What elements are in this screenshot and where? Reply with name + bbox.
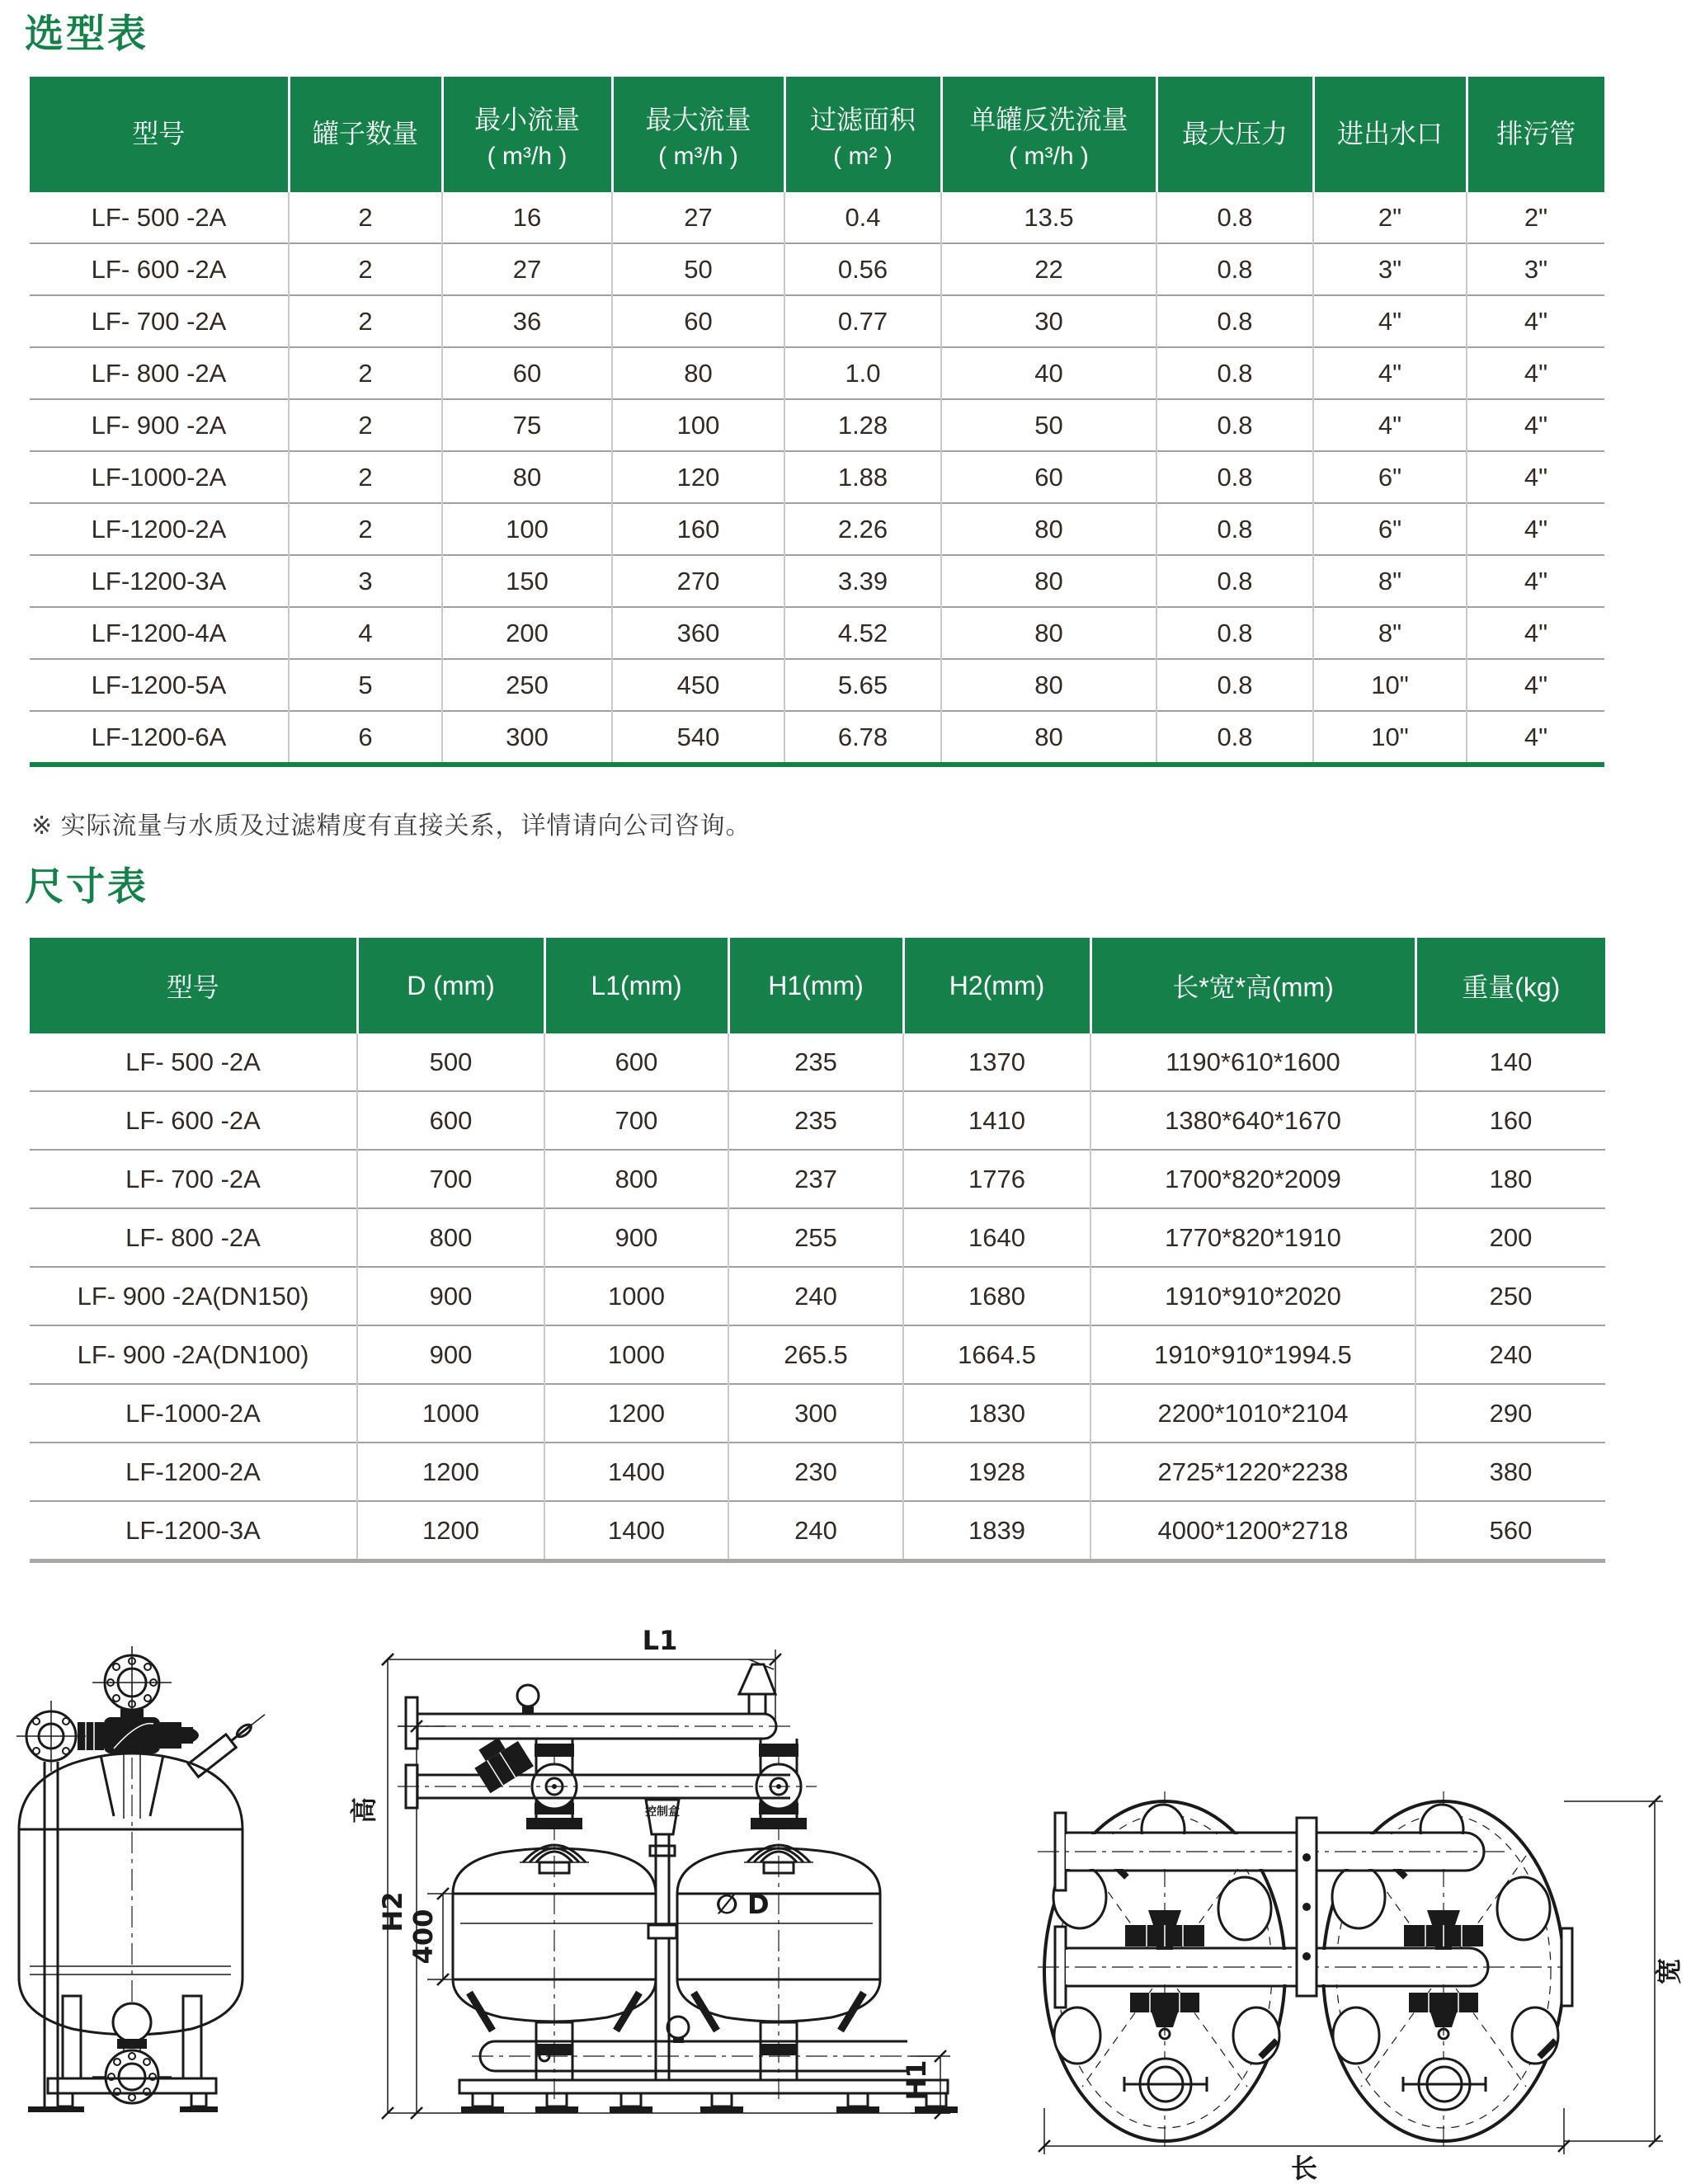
table-cell: 900 bbox=[357, 1325, 544, 1384]
table-cell: LF-1200-2A bbox=[30, 503, 289, 555]
table-cell: 0.8 bbox=[1156, 399, 1313, 451]
table-cell: 0.8 bbox=[1156, 555, 1313, 607]
header-unit: ( m³/h ) bbox=[487, 142, 568, 170]
column-header: 型号 bbox=[30, 938, 357, 1033]
table-cell: 50 bbox=[612, 243, 784, 295]
table-cell: 200 bbox=[1415, 1208, 1605, 1267]
table-cell: 1200 bbox=[357, 1443, 544, 1501]
table-cell: 230 bbox=[728, 1443, 903, 1501]
table-cell: 8" bbox=[1313, 607, 1467, 659]
table-cell: 0.8 bbox=[1156, 607, 1313, 659]
table-cell: 1640 bbox=[903, 1208, 1090, 1267]
table-cell: 300 bbox=[442, 711, 612, 765]
table-cell: 2.26 bbox=[784, 503, 941, 555]
table-cell: 300 bbox=[728, 1384, 903, 1443]
table-cell: 1910*910*1994.5 bbox=[1090, 1325, 1415, 1384]
header-label: 过滤面积 bbox=[809, 104, 916, 134]
table-cell: 240 bbox=[728, 1501, 903, 1561]
table-cell: 4000*1200*2718 bbox=[1090, 1501, 1415, 1561]
table-cell: 360 bbox=[612, 607, 784, 659]
table-cell: 235 bbox=[728, 1091, 903, 1150]
table-cell: 100 bbox=[442, 503, 612, 555]
table-cell: 250 bbox=[1415, 1267, 1605, 1325]
table-cell: 60 bbox=[941, 451, 1156, 503]
table-cell: 80 bbox=[941, 711, 1156, 765]
header-label: 单罐反洗流量 bbox=[969, 104, 1128, 134]
table-cell: 10" bbox=[1313, 711, 1467, 765]
table-cell: 16 bbox=[442, 192, 612, 243]
table-row bbox=[30, 555, 1604, 607]
table-cell: 13.5 bbox=[941, 192, 1156, 243]
column-header: L1(mm) bbox=[544, 938, 728, 1033]
table-cell: 4 bbox=[289, 607, 442, 659]
table-cell: 0.56 bbox=[784, 243, 941, 295]
technical-drawings bbox=[0, 1600, 1691, 2184]
table-row bbox=[30, 503, 1604, 555]
table-row bbox=[30, 1208, 1605, 1267]
table-cell: LF- 600 -2A bbox=[30, 1091, 357, 1150]
column-header bbox=[941, 77, 1156, 192]
table-cell: 150 bbox=[442, 555, 612, 607]
table-cell: 80 bbox=[941, 555, 1156, 607]
table-row bbox=[30, 192, 1604, 243]
table-row bbox=[30, 347, 1604, 399]
table-cell: LF-1000-2A bbox=[30, 451, 289, 503]
table-cell: 0.8 bbox=[1156, 711, 1313, 765]
table-cell: 140 bbox=[1415, 1033, 1605, 1091]
table-row bbox=[30, 1443, 1605, 1501]
column-header bbox=[442, 77, 612, 192]
table-cell: 1000 bbox=[544, 1325, 728, 1384]
table-cell: 1190*610*1600 bbox=[1090, 1033, 1415, 1091]
table-row bbox=[30, 295, 1604, 347]
table-cell: 1776 bbox=[903, 1150, 1090, 1208]
control-box-label: 控制盒 bbox=[645, 1805, 680, 1819]
header-label: 进出水口 bbox=[1336, 118, 1443, 148]
table-cell: 0.8 bbox=[1156, 451, 1313, 503]
table-cell: 1200 bbox=[544, 1384, 728, 1443]
table-row bbox=[30, 399, 1604, 451]
twin-tank-front-view-drawing bbox=[348, 1625, 958, 2119]
table-cell: 100 bbox=[612, 399, 784, 451]
table-cell: 240 bbox=[728, 1267, 903, 1325]
table-cell: 80 bbox=[941, 503, 1156, 555]
column-header bbox=[30, 77, 289, 192]
column-header bbox=[612, 77, 784, 192]
table-cell: 60 bbox=[612, 295, 784, 347]
table-row bbox=[30, 711, 1604, 765]
table-row bbox=[30, 1033, 1605, 1091]
table-row bbox=[30, 1501, 1605, 1561]
table-cell: 30 bbox=[941, 295, 1156, 347]
table-row bbox=[30, 1325, 1605, 1384]
h2-dimension-label: H2 bbox=[377, 1891, 408, 1932]
table-cell: LF- 700 -2A bbox=[30, 295, 289, 347]
footnote: ※ 实际流量与水质及过滤精度有直接关系，详情请向公司咨询。 bbox=[31, 812, 751, 840]
table-cell: LF-1200-2A bbox=[30, 1443, 357, 1501]
table-cell: 4" bbox=[1467, 451, 1604, 503]
table-cell: 4" bbox=[1467, 659, 1604, 711]
header-unit: ( m³/h ) bbox=[1009, 142, 1089, 170]
table-cell: 2 bbox=[289, 295, 442, 347]
table-cell: 1.0 bbox=[784, 347, 941, 399]
table-cell: 6" bbox=[1313, 451, 1467, 503]
table-cell: 2 bbox=[289, 503, 442, 555]
table-cell: 80 bbox=[941, 607, 1156, 659]
length-dimension-label: 长 bbox=[1290, 2153, 1318, 2184]
column-header bbox=[1467, 77, 1604, 192]
width-dimension-label: 宽 bbox=[1653, 1957, 1684, 1985]
table-cell: 235 bbox=[728, 1033, 903, 1091]
table-cell: 6.78 bbox=[784, 711, 941, 765]
table-cell: 5 bbox=[289, 659, 442, 711]
h1-dimension-label: H1 bbox=[901, 2059, 932, 2101]
table-cell: LF- 500 -2A bbox=[30, 1033, 357, 1091]
table-cell: 200 bbox=[442, 607, 612, 659]
table-cell: 1664.5 bbox=[903, 1325, 1090, 1384]
diameter-dimension-label: ∅ D bbox=[715, 1889, 770, 1920]
table-cell: 40 bbox=[941, 347, 1156, 399]
table-cell: 180 bbox=[1415, 1150, 1605, 1208]
table-cell: 120 bbox=[612, 451, 784, 503]
column-header: 长*宽*高(mm) bbox=[1090, 938, 1415, 1033]
table-cell: 3" bbox=[1467, 243, 1604, 295]
table-cell: 4" bbox=[1467, 503, 1604, 555]
header-label: 型号 bbox=[132, 118, 186, 148]
table-cell: 450 bbox=[612, 659, 784, 711]
selection-header-row bbox=[30, 77, 1604, 192]
table-cell: 2 bbox=[289, 451, 442, 503]
selection-table bbox=[30, 77, 1604, 767]
table-cell: LF- 500 -2A bbox=[30, 192, 289, 243]
l1-dimension-label: L1 bbox=[642, 1625, 678, 1656]
table-cell: 22 bbox=[941, 243, 1156, 295]
table-cell: 237 bbox=[728, 1150, 903, 1208]
table-cell: 600 bbox=[357, 1091, 544, 1150]
table-cell: LF- 700 -2A bbox=[30, 1150, 357, 1208]
d400-dimension-label: 400 bbox=[407, 1909, 439, 1965]
table-cell: 800 bbox=[357, 1208, 544, 1267]
table-cell: 4" bbox=[1467, 295, 1604, 347]
base-feet bbox=[461, 2093, 958, 2113]
table-cell: 0.8 bbox=[1156, 243, 1313, 295]
table-cell: 80 bbox=[442, 451, 612, 503]
table-row bbox=[30, 451, 1604, 503]
column-header bbox=[289, 77, 442, 192]
table-cell: 80 bbox=[941, 659, 1156, 711]
table-cell: 4" bbox=[1467, 347, 1604, 399]
table-cell: 4" bbox=[1467, 711, 1604, 765]
table-cell: 800 bbox=[544, 1150, 728, 1208]
table-cell: 1410 bbox=[903, 1091, 1090, 1150]
column-header bbox=[1313, 77, 1467, 192]
table-cell: LF- 900 -2A bbox=[30, 399, 289, 451]
column-header: H2(mm) bbox=[903, 938, 1090, 1033]
table-row bbox=[30, 1150, 1605, 1208]
table-cell: 50 bbox=[941, 399, 1156, 451]
table-cell: 1400 bbox=[544, 1501, 728, 1561]
table-cell: LF-1000-2A bbox=[30, 1384, 357, 1443]
table-cell: LF- 900 -2A(DN100) bbox=[30, 1325, 357, 1384]
table-cell: LF- 600 -2A bbox=[30, 243, 289, 295]
column-header bbox=[1156, 77, 1313, 192]
column-header: 重量(kg) bbox=[1415, 938, 1605, 1033]
table-cell: LF-1200-3A bbox=[30, 1501, 357, 1561]
table-cell: 0.4 bbox=[784, 192, 941, 243]
table-cell: 2200*1010*2104 bbox=[1090, 1384, 1415, 1443]
table-cell: 4" bbox=[1313, 399, 1467, 451]
table-cell: 1.88 bbox=[784, 451, 941, 503]
table-cell: 2 bbox=[289, 399, 442, 451]
dimension-header-row bbox=[30, 938, 1605, 1033]
table-cell: 1200 bbox=[357, 1501, 544, 1561]
table-cell: 4" bbox=[1467, 607, 1604, 659]
table-cell: 240 bbox=[1415, 1325, 1605, 1384]
twin-tank-top-view-drawing bbox=[1038, 1791, 1684, 2184]
header-label: 最大压力 bbox=[1181, 118, 1288, 148]
dimension-table bbox=[30, 938, 1605, 1563]
table-cell: 0.8 bbox=[1156, 295, 1313, 347]
table-cell: LF-1200-4A bbox=[30, 607, 289, 659]
table-cell: 1400 bbox=[544, 1443, 728, 1501]
table-cell: 8" bbox=[1313, 555, 1467, 607]
table-row bbox=[30, 243, 1604, 295]
table-cell: 36 bbox=[442, 295, 612, 347]
column-header: D (mm) bbox=[357, 938, 544, 1033]
table-cell: 75 bbox=[442, 399, 612, 451]
table-cell: 2 bbox=[289, 243, 442, 295]
table-cell: 1700*820*2009 bbox=[1090, 1150, 1415, 1208]
table-cell: 1000 bbox=[544, 1267, 728, 1325]
table-cell: LF-1200-5A bbox=[30, 659, 289, 711]
table-cell: 4" bbox=[1467, 399, 1604, 451]
table-cell: LF-1200-3A bbox=[30, 555, 289, 607]
header-unit: ( m² ) bbox=[833, 142, 893, 170]
selection-table-body bbox=[30, 192, 1604, 765]
table-row bbox=[30, 1091, 1605, 1150]
table-cell: 2 bbox=[289, 347, 442, 399]
height-dimension-label: 高 bbox=[348, 1796, 379, 1824]
table-cell: 2 bbox=[289, 192, 442, 243]
table-cell: 560 bbox=[1415, 1501, 1605, 1561]
table-cell: 600 bbox=[544, 1033, 728, 1091]
table-cell: 1839 bbox=[903, 1501, 1090, 1561]
table-cell: LF- 900 -2A(DN150) bbox=[30, 1267, 357, 1325]
header-label: 最小流量 bbox=[473, 104, 580, 134]
table-cell: 3 bbox=[289, 555, 442, 607]
table-cell: 380 bbox=[1415, 1443, 1605, 1501]
header-unit: ( m³/h ) bbox=[658, 142, 738, 170]
table-cell: 2" bbox=[1467, 192, 1604, 243]
table-row bbox=[30, 1384, 1605, 1443]
table-cell: 1928 bbox=[903, 1443, 1090, 1501]
header-label: 排污管 bbox=[1496, 118, 1576, 148]
table-cell: LF-1200-6A bbox=[30, 711, 289, 765]
column-header: H1(mm) bbox=[728, 938, 903, 1033]
table-cell: 265.5 bbox=[728, 1325, 903, 1384]
table-cell: 10" bbox=[1313, 659, 1467, 711]
table-cell: 5.65 bbox=[784, 659, 941, 711]
table-cell: 3" bbox=[1313, 243, 1467, 295]
selection-table-title: 选型表 bbox=[25, 12, 148, 55]
table-cell: 6" bbox=[1313, 503, 1467, 555]
table-cell: 270 bbox=[612, 555, 784, 607]
table-cell: 2725*1220*2238 bbox=[1090, 1443, 1415, 1501]
table-cell: 160 bbox=[612, 503, 784, 555]
table-cell: 1910*910*2020 bbox=[1090, 1267, 1415, 1325]
table-cell: 1830 bbox=[903, 1384, 1090, 1443]
table-cell: 0.8 bbox=[1156, 503, 1313, 555]
table-cell: LF- 800 -2A bbox=[30, 1208, 357, 1267]
table-cell: 900 bbox=[544, 1208, 728, 1267]
table-cell: 4" bbox=[1313, 347, 1467, 399]
table-cell: 4" bbox=[1467, 555, 1604, 607]
single-tank-front-view-drawing bbox=[16, 1646, 270, 2112]
table-cell: 290 bbox=[1415, 1384, 1605, 1443]
table-cell: 3.39 bbox=[784, 555, 941, 607]
table-cell: 2" bbox=[1313, 192, 1467, 243]
table-row bbox=[30, 1267, 1605, 1325]
table-cell: 0.8 bbox=[1156, 659, 1313, 711]
header-label: 最大流量 bbox=[645, 104, 751, 134]
table-cell: 1370 bbox=[903, 1033, 1090, 1091]
table-cell: 1770*820*1910 bbox=[1090, 1208, 1415, 1267]
table-cell: 27 bbox=[612, 192, 784, 243]
table-cell: 1680 bbox=[903, 1267, 1090, 1325]
table-cell: 700 bbox=[544, 1091, 728, 1150]
table-cell: 27 bbox=[442, 243, 612, 295]
table-cell: 6 bbox=[289, 711, 442, 765]
table-cell: 1380*640*1670 bbox=[1090, 1091, 1415, 1150]
table-cell: 700 bbox=[357, 1150, 544, 1208]
table-cell: 4.52 bbox=[784, 607, 941, 659]
table-cell: 500 bbox=[357, 1033, 544, 1091]
table-row bbox=[30, 607, 1604, 659]
dimension-table-body bbox=[30, 1033, 1605, 1561]
table-cell: 0.8 bbox=[1156, 192, 1313, 243]
table-cell: 60 bbox=[442, 347, 612, 399]
table-cell: 1000 bbox=[357, 1384, 544, 1443]
table-cell: 250 bbox=[442, 659, 612, 711]
table-cell: 540 bbox=[612, 711, 784, 765]
table-cell: LF- 800 -2A bbox=[30, 347, 289, 399]
table-cell: 0.8 bbox=[1156, 347, 1313, 399]
header-label: 罐子数量 bbox=[312, 118, 418, 148]
table-cell: 255 bbox=[728, 1208, 903, 1267]
table-cell: 900 bbox=[357, 1267, 544, 1325]
table-cell: 160 bbox=[1415, 1091, 1605, 1150]
table-cell: 0.77 bbox=[784, 295, 941, 347]
column-header bbox=[784, 77, 941, 192]
table-cell: 4" bbox=[1313, 295, 1467, 347]
dimension-table-title: 尺寸表 bbox=[25, 864, 148, 908]
table-cell: 1.28 bbox=[784, 399, 941, 451]
table-row bbox=[30, 659, 1604, 711]
table-cell: 80 bbox=[612, 347, 784, 399]
